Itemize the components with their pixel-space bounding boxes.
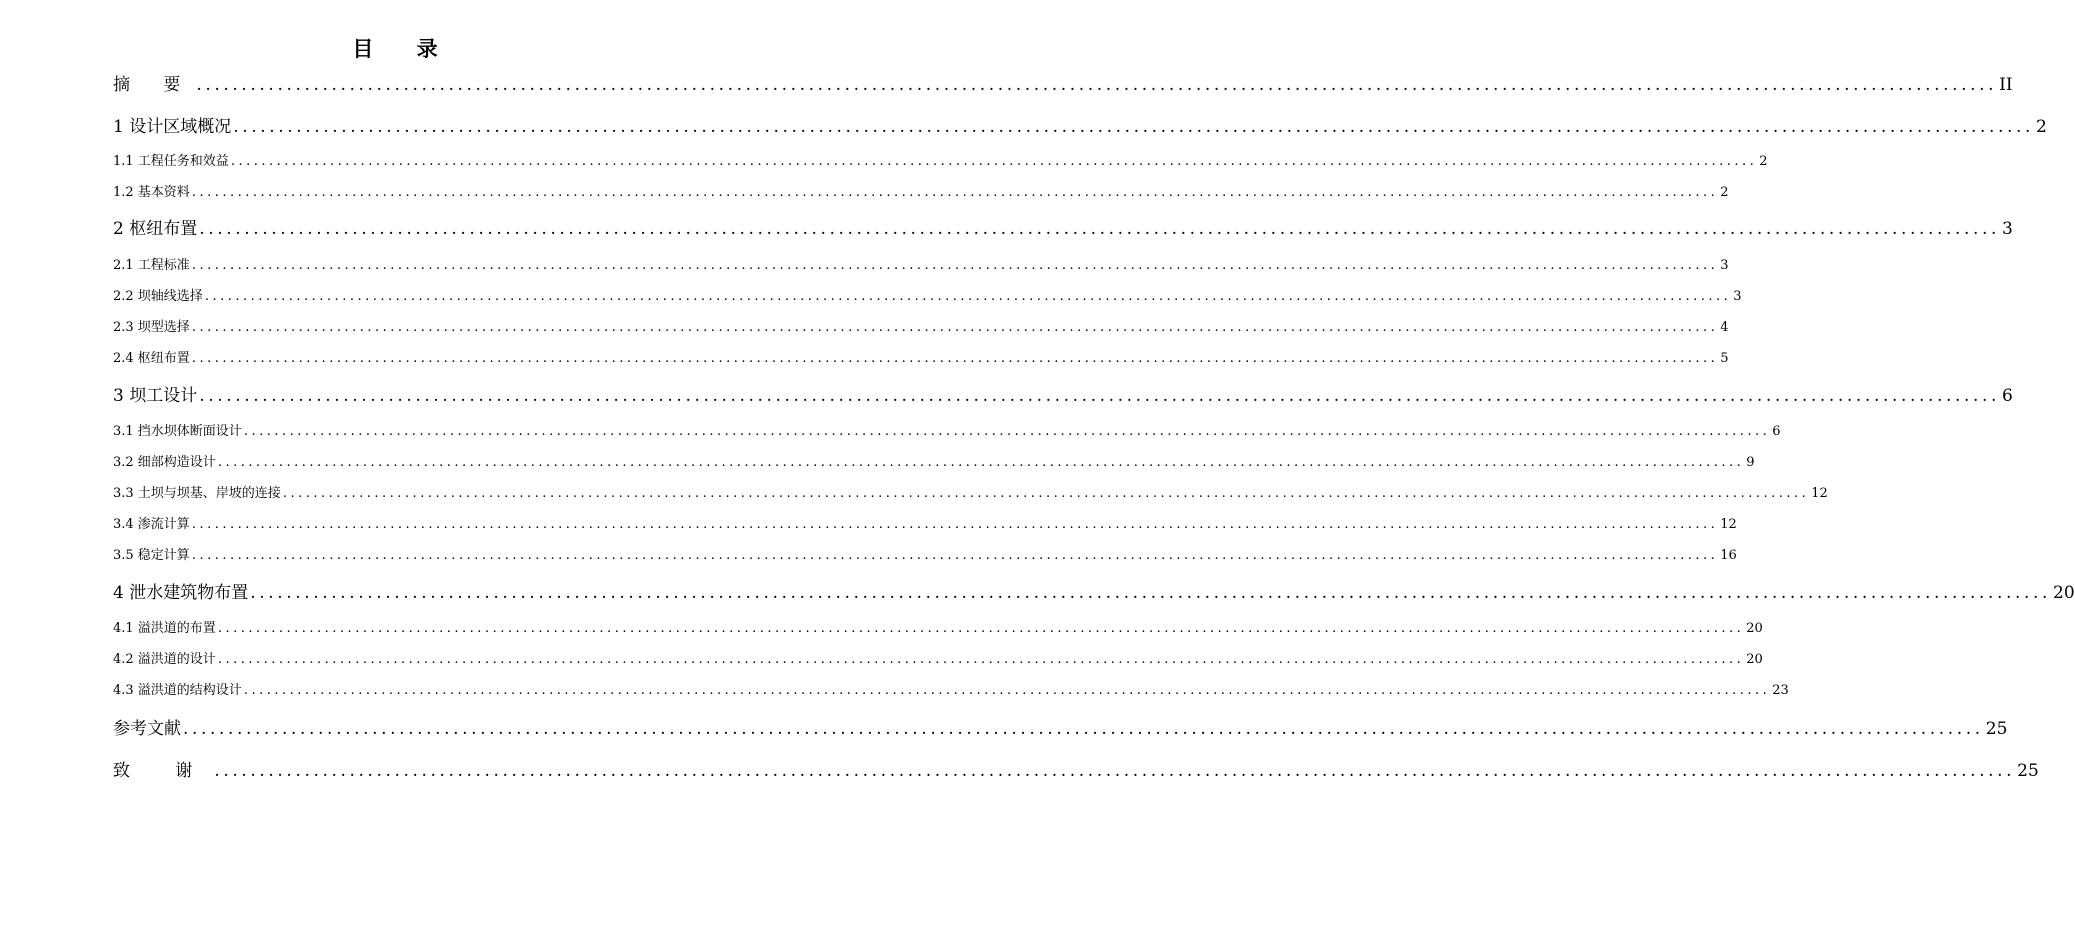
toc-entry-label: 3.3 土坝与坝基、岸坡的连接 — [113, 486, 281, 501]
toc-entry-label: 摘 要 — [113, 75, 195, 95]
toc-entry-page: 2 — [1759, 154, 1768, 169]
toc-leader-dots: ........................................................................................................................................................................................................ — [217, 652, 1745, 667]
toc-entry-page: 20 — [1746, 652, 1763, 667]
toc-leader-dots: ........................................................................................................................................................................................................ — [196, 75, 1998, 95]
toc-leader-dots: ........................................................................................................................................................................................................ — [191, 258, 1719, 273]
toc-entry-label: 参考文献 — [113, 719, 181, 739]
toc-entry-label: 2.4 枢纽布置 — [113, 351, 190, 366]
toc-entry-section-3-3[interactable] — [113, 482, 1828, 501]
toc-entry-chapter-4[interactable] — [113, 578, 2075, 603]
toc-entry-abstract[interactable] — [113, 70, 2013, 95]
toc-entry-page: 3 — [1720, 258, 1729, 273]
toc-leader-dots: ........................................................................................................................................................................................................ — [233, 117, 2034, 137]
toc-entry-section-2-2[interactable] — [113, 285, 1742, 304]
toc-entry-page: 12 — [1811, 486, 1828, 501]
toc-entry-section-2-3[interactable] — [113, 316, 1729, 335]
toc-entry-label: 2.1 工程标准 — [113, 258, 190, 273]
toc-entry-chapter-3[interactable] — [113, 381, 2013, 406]
toc-leader-dots: ........................................................................................................................................................................................................ — [199, 386, 2000, 406]
toc-leader-dots: ........................................................................................................................................................................................................ — [243, 424, 1771, 439]
toc-entry-page: 5 — [1720, 351, 1729, 366]
toc-entry-label: 3.1 挡水坝体断面设计 — [113, 424, 242, 439]
toc-leader-dots: ........................................................................................................................................................................................................ — [199, 219, 2000, 239]
toc-leader-dots: ........................................................................................................................................................................................................ — [217, 621, 1745, 636]
toc-leader-dots: ........................................................................................................................................................................................................ — [183, 719, 1984, 739]
toc-leader-dots: ........................................................................................................................................................................................................ — [204, 289, 1732, 304]
toc-leader-dots: ........................................................................................................................................................................................................ — [230, 154, 1758, 169]
toc-entry-section-2-1[interactable] — [113, 254, 1729, 273]
toc-entry-label: 1 设计区域概况 — [113, 117, 232, 137]
toc-entry-label: 4.1 溢洪道的布置 — [113, 621, 216, 636]
toc-entry-section-3-2[interactable] — [113, 451, 1755, 470]
toc-leader-dots: ........................................................................................................................................................................................................ — [282, 486, 1810, 501]
toc-entry-page: 9 — [1746, 455, 1755, 470]
toc-leader-dots: ........................................................................................................................................................................................................ — [191, 517, 1719, 532]
toc-entry-page: 23 — [1772, 683, 1789, 698]
toc-entry-page: 20 — [2053, 583, 2075, 603]
toc-entry-section-3-1[interactable] — [113, 420, 1781, 439]
toc-leader-dots: ........................................................................................................................................................................................................ — [191, 548, 1719, 563]
toc-entry-section-3-5[interactable] — [113, 544, 1737, 563]
toc-leader-dots: ........................................................................................................................................................................................................ — [191, 320, 1719, 335]
toc-entry-label: 3 坝工设计 — [113, 386, 198, 406]
toc-entry-page: 12 — [1720, 517, 1737, 532]
toc-entry-page: 20 — [1746, 621, 1763, 636]
toc-leader-dots: ........................................................................................................................................................................................................ — [214, 761, 2016, 781]
toc-entry-label: 4.3 溢洪道的结构设计 — [113, 683, 242, 698]
toc-entry-references[interactable] — [113, 714, 2008, 739]
toc-leader-dots: ........................................................................................................................................................................................................ — [250, 583, 2051, 603]
toc-entry-label: 1.2 基本资料 — [113, 185, 190, 200]
toc-entry-page: 4 — [1720, 320, 1729, 335]
toc-entry-page: 25 — [1985, 719, 2008, 739]
toc-title: 目 录 — [352, 36, 456, 61]
toc-entry-label: 4 泄水建筑物布置 — [113, 583, 249, 603]
toc-entry-label: 2.2 坝轴线选择 — [113, 289, 203, 304]
toc-entry-page: 2 — [1720, 185, 1729, 200]
toc-entry-label: 2.3 坝型选择 — [113, 320, 190, 335]
toc-entry-chapter-1[interactable] — [113, 112, 2047, 137]
toc-entry-section-4-2[interactable] — [113, 648, 1763, 667]
toc-entry-page: 3 — [2002, 219, 2013, 239]
toc-entry-acknowledgements[interactable] — [113, 756, 2039, 781]
toc-entry-label: 致 谢 — [113, 761, 213, 781]
toc-entry-label: 1.1 工程任务和效益 — [113, 154, 229, 169]
toc-entry-section-3-4[interactable] — [113, 513, 1737, 532]
toc-entry-page: 25 — [2017, 761, 2039, 781]
toc-entry-section-4-1[interactable] — [113, 617, 1763, 636]
toc-entry-label: 2 枢纽布置 — [113, 219, 198, 239]
toc-entry-page: 3 — [1733, 289, 1742, 304]
toc-leader-dots: ........................................................................................................................................................................................................ — [191, 185, 1719, 200]
toc-entry-section-1-1[interactable] — [113, 150, 1768, 169]
toc-entry-label: 3.5 稳定计算 — [113, 548, 190, 563]
toc-entry-page: 6 — [1772, 424, 1781, 439]
toc-leader-dots: ........................................................................................................................................................................................................ — [217, 455, 1745, 470]
toc-entry-section-1-2[interactable] — [113, 181, 1729, 200]
toc-entry-page: 6 — [2002, 386, 2013, 406]
toc-entry-page: 2 — [2036, 117, 2047, 137]
toc-entry-label: 4.2 溢洪道的设计 — [113, 652, 216, 667]
toc-entry-page: II — [1999, 75, 2013, 95]
toc-entry-label: 3.4 渗流计算 — [113, 517, 190, 532]
toc-entry-chapter-2[interactable] — [113, 214, 2013, 239]
toc-leader-dots: ........................................................................................................................................................................................................ — [191, 351, 1719, 366]
toc-entry-section-4-3[interactable] — [113, 679, 1789, 698]
toc-entry-label: 3.2 细部构造设计 — [113, 455, 216, 470]
toc-entry-section-2-4[interactable] — [113, 347, 1729, 366]
toc-leader-dots: ........................................................................................................................................................................................................ — [243, 683, 1771, 698]
toc-entry-page: 16 — [1720, 548, 1737, 563]
